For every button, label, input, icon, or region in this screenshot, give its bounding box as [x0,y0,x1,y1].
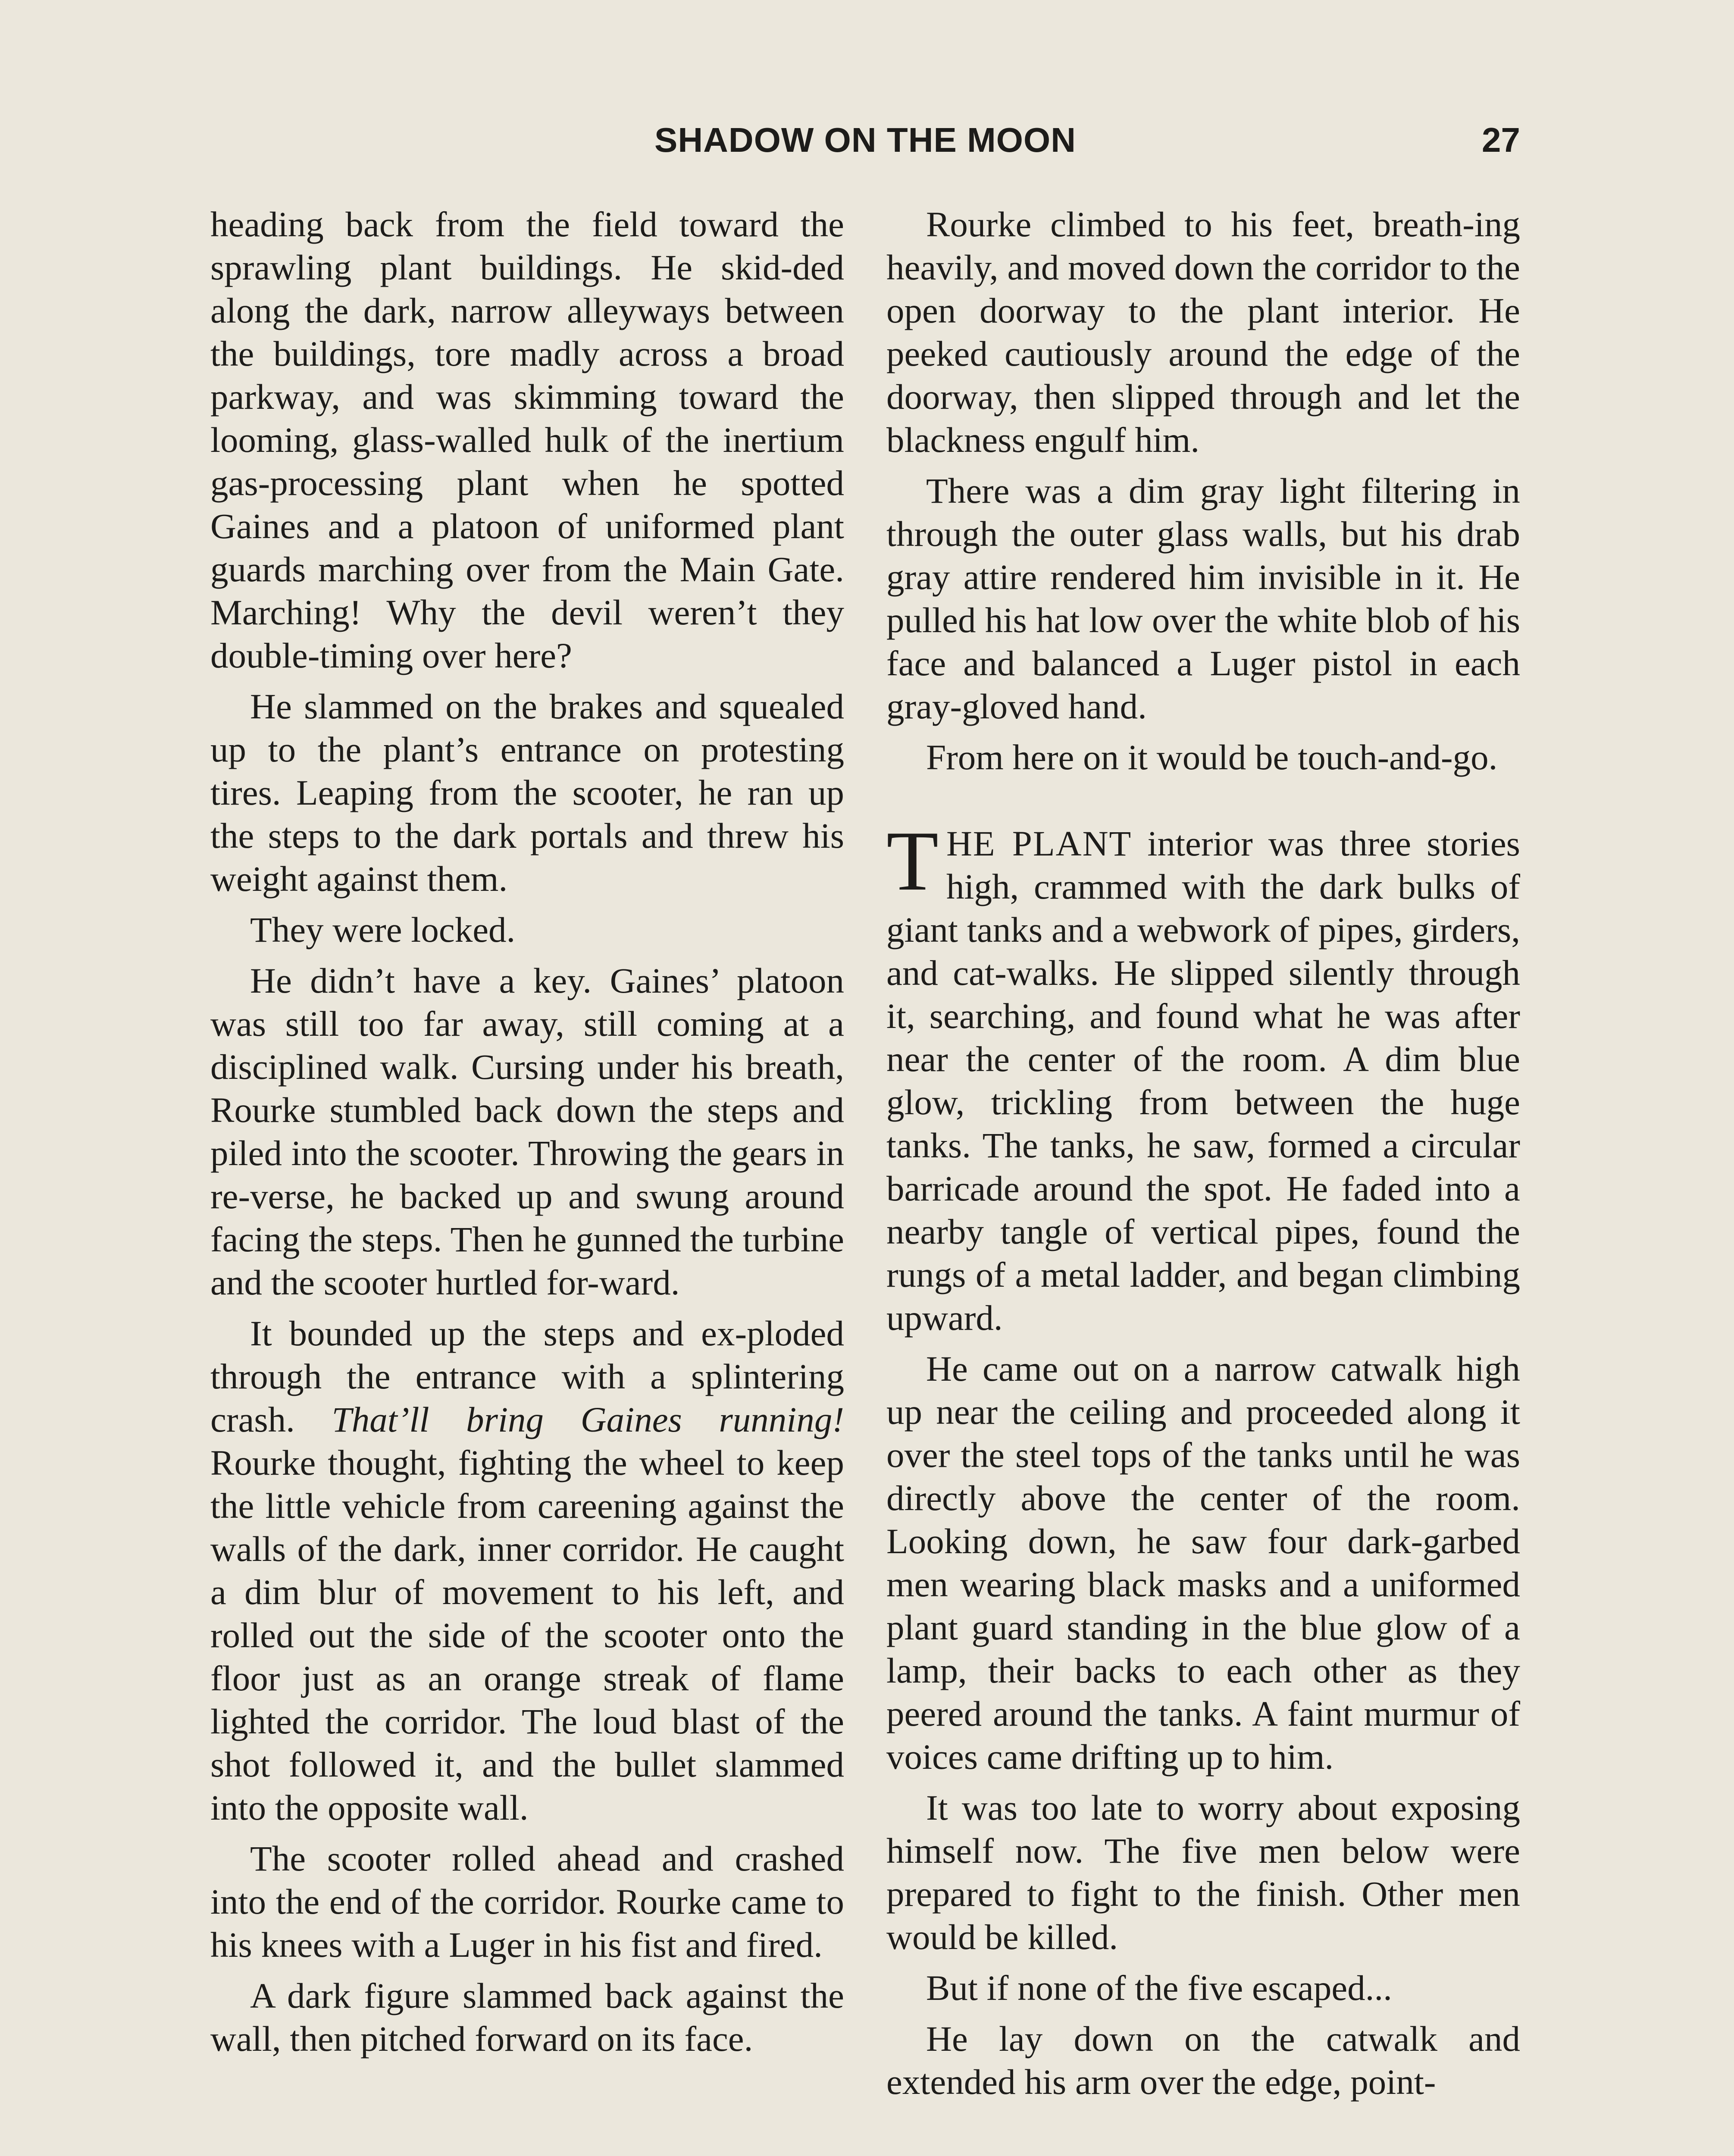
paragraph: He slammed on the brakes and squealed up to the plant’s entrance on protesting tires. Leaping from the scooter, he ran up the steps to the dark portals and threw his weight against them. [210,686,844,899]
paragraph: It was too late to worry about exposing himself now. The five men below were prepared to fight to the finish. Other men would be killed. [886,1788,1520,1957]
paragraph: But if none of the five escaped... [926,1968,1392,2008]
paragraph: He didn’t have a key. Gaines’ platoon was still too far away, still coming at a disciplined walk. Cursing under his breath, Rourke stumbled back down the steps and piled into the scooter. Throwing the gears in re-verse, he backed up and swung around facing the steps. Then he gunned the turbine and the scooter hurtled for-ward. [210,961,844,1302]
paragraph: A dark figure slammed back against the wall, then pitched forward on its face. [210,1976,844,2059]
paragraph: heading back from the field toward the sprawling plant buildings. He skid-ded along the dark, narrow alleyways between the buildings, tore madly across a broad parkway, and was skimming toward the looming, glass-walled hulk of the inertium gas-processing plant when he spotted Gaines and a platoon of uniformed plant guards marching over from the Main Gate. Marching! Why the devil weren’t they double-timing over here? [210,204,844,675]
paragraph: From here on it would be touch-and-go. [926,737,1498,777]
right-column [886,203,1520,2111]
paragraph-text: Rourke thought, fighting the wheel to keep the little vehicle from careening against the walls of the dark, inner corridor. He caught a dim blur of movement to his left, and rolled out the side of the scooter onto the floor just as an orange streak of flame lighted the corridor. The loud blast of the shot followed it, and the bullet slammed into the opposite wall. [210,1443,844,1827]
lead-in-caps: HE PLANT [946,824,1132,863]
paragraph: They were locked. [250,910,516,950]
section-start-paragraph [886,814,1520,1339]
page-header [210,116,1520,164]
paragraph-text: It bounded up the steps and ex-ploded through the entrance with a splintering crash. [210,1313,844,1439]
drop-cap: T [886,814,939,908]
paragraph-text: interior was three stories high, crammed with the dark bulks of giant tanks and a webwork of pipes, girders, and cat-walks. He slipped silently through it, searching, and found what he was after near the center of the room. A dim blue glow, trickling from between the huge tanks. The tanks, he saw, formed a circular barricade around the spot. He faded into a nearby tangle of vertical pipes, found the rungs of a metal ladder, and began climbing upward. [886,824,1520,1338]
paragraph: He came out on a narrow catwalk high up near the ceiling and proceeded along it over the steel tops of the tanks until he was directly above the center of the room. Looking down, he saw four dark-garbed men wearing black masks and a uniformed plant guard standing in the blue glow of a lamp, their backs to each other as they peered around the tanks. A faint murmur of voices came drifting up to him. [886,1349,1520,1777]
paragraph: The scooter rolled ahead and crashed into the end of the corridor. Rourke came to his knees with a Luger in his fist and fired. [210,1839,844,1965]
page-number: 27 [1482,121,1520,159]
paragraph: There was a dim gray light filtering in through the outer glass walls, but his drab gray attire rendered him invisible in it. He pulled his hat low over the white blob of his face and balanced a Luger pistol in each gray-gloved hand. [886,471,1520,726]
paragraph: He lay down on the catwalk and extended his arm over the edge, point- [886,2019,1520,2102]
paragraph: Rourke climbed to his feet, breath-ing heavily, and moved down the corridor to the open doorway to the plant interior. He peeked cautiously around the edge of the doorway, then slipped through and let the blackness engulf him. [886,204,1520,460]
left-column [210,203,844,2068]
paragraph [210,1312,844,1829]
italic-thought: That’ll bring Gaines running! [332,1400,844,1439]
running-title: SHADOW ON THE MOON [654,121,1076,159]
